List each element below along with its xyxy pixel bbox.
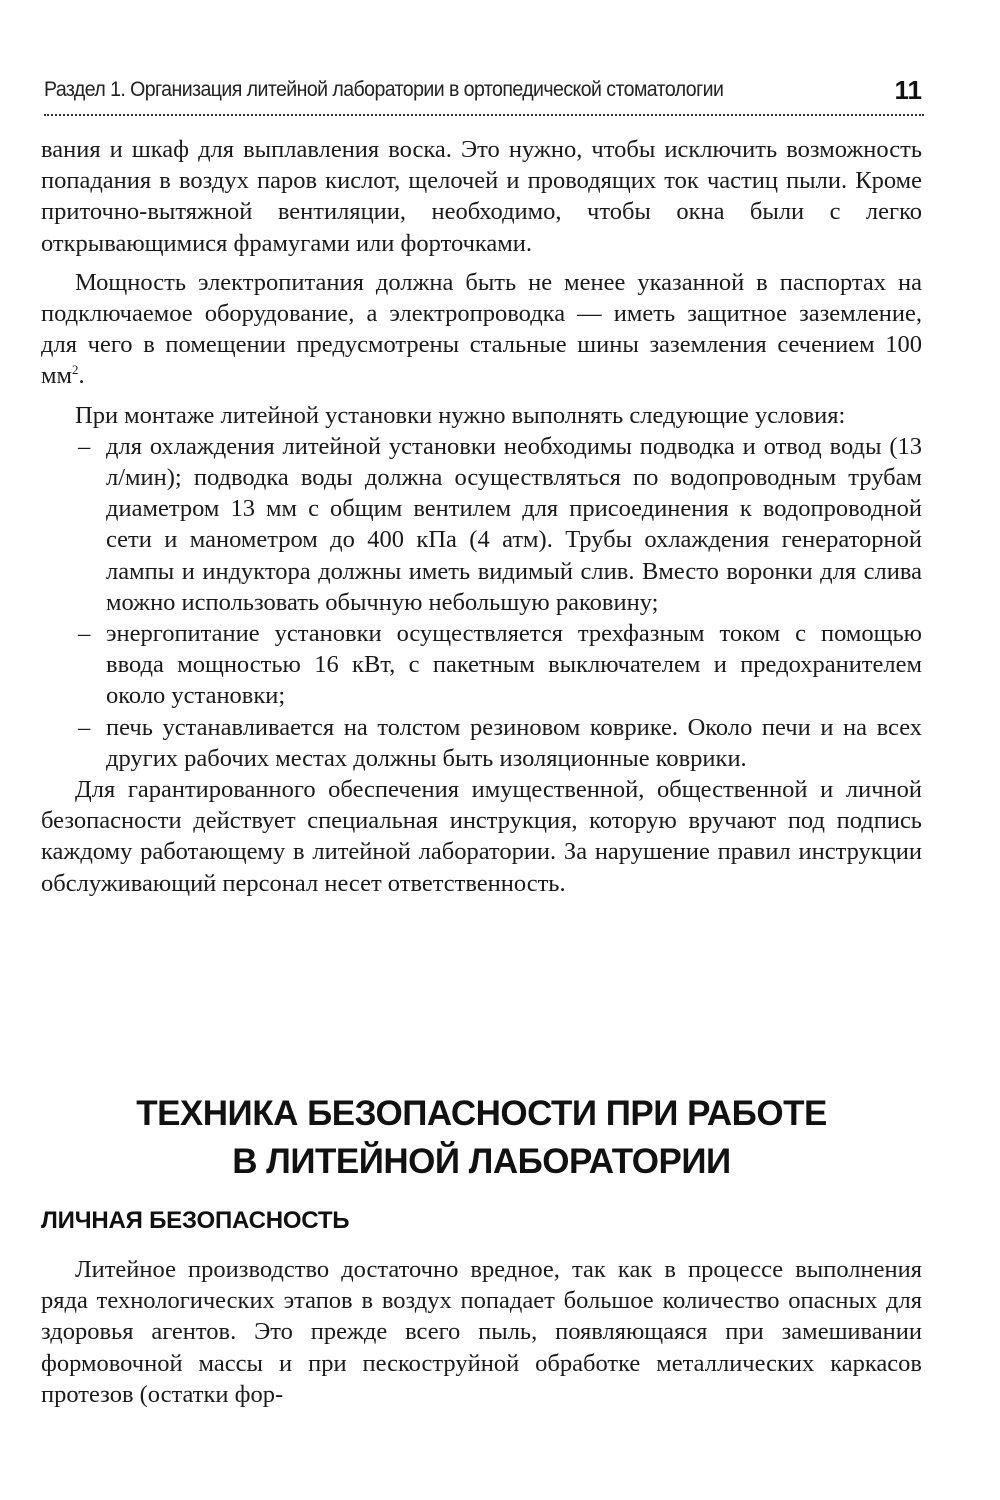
superscript: 2: [72, 362, 79, 378]
main-text: [41, 134, 922, 899]
running-head-title: Раздел 1. Организация литейной лаборатории в ортопедической стоматологии: [44, 78, 724, 101]
section-title: [41, 1090, 922, 1186]
conditions-list: [41, 431, 922, 774]
list-item-text: энергопитание установки осуществляется трехфазным током с помощью ввода мощностью 16 кВт, с пакетным выключателем и предохранителем около установки;: [106, 620, 922, 710]
page-number: 11: [894, 75, 922, 105]
paragraph-2-text: Мощность электропитания должна быть не менее указанной в паспортах на подключаемое оборудование, а электропроводка — иметь защитное заземление, для чего в помещении предусмотрены стальные шины заземления сечением 100 мм: [41, 268, 922, 390]
section-text: [41, 1254, 922, 1410]
list-item-text: для охлаждения литейной установки необходимы подводка и отвод воды (13 л/мин); подводка воды должна осуществляться по водопроводным трубам диаметром 13 мм с общим вентилем для присоединения к водопроводной сети и манометром до 400 кПа (4 атм). Трубы охлаждения генераторной лампы и индуктора должны иметь видимый слив. Вместо воронки для слива можно использовать обычную небольшую раковину;: [106, 432, 922, 616]
paragraph-4: Для гарантированного обеспечения имущественной, общественной и личной безопасности действует специальная инструкция, которую вручают под подпись каждому работающему в литейной лаборатории. За нарушение правил инструкции обслуживающий персонал несет ответственность.: [41, 776, 922, 897]
paragraph-5: Литейное производство достаточно вредное, так как в процессе выполнения ряда технологических этапов в воздух попадает большое количество опасных для здоровья агентов. Это прежде всего пыль, появляющаяся при замешивании формовочной массы и при пескоструйной обработке металлических каркасов протезов (остатки фор-: [41, 1256, 922, 1408]
paragraph-2: [41, 267, 922, 392]
list-item: [78, 618, 922, 712]
list-item: [78, 712, 922, 774]
section-title-line-2: В ЛИТЕЙНОЙ ЛАБОРАТОРИИ: [232, 1142, 731, 1181]
list-item-text: печь устанавливается на толстом резиновом коврике. Около печи и на всех других рабочих местах должны быть изоляционные коврики.: [106, 713, 922, 772]
paragraph-2-end: .: [78, 362, 85, 390]
section-title-line-1: ТЕХНИКА БЕЗОПАСНОСТИ ПРИ РАБОТЕ: [136, 1094, 827, 1133]
running-head: [44, 74, 924, 116]
paragraph-3: При монтаже литейной установки нужно выполнять следующие условия:: [75, 401, 846, 429]
dash-bullet: –: [78, 432, 91, 460]
paragraph-1: вания и шкаф для выплавления воска. Это нужно, чтобы исключить возможность попадания в воздух паров кислот, щелочей и проводящих ток частиц пыли. Кроме приточно-вытяжной вентиляции, необходимо, чтобы окна были с легко открывающимися фрамугами или форточками.: [41, 136, 922, 257]
list-item: [78, 431, 922, 618]
dash-bullet: –: [78, 713, 91, 741]
subsection-title: ЛИЧНАЯ БЕЗОПАСНОСТЬ: [41, 1207, 350, 1234]
dash-bullet: –: [78, 620, 91, 648]
